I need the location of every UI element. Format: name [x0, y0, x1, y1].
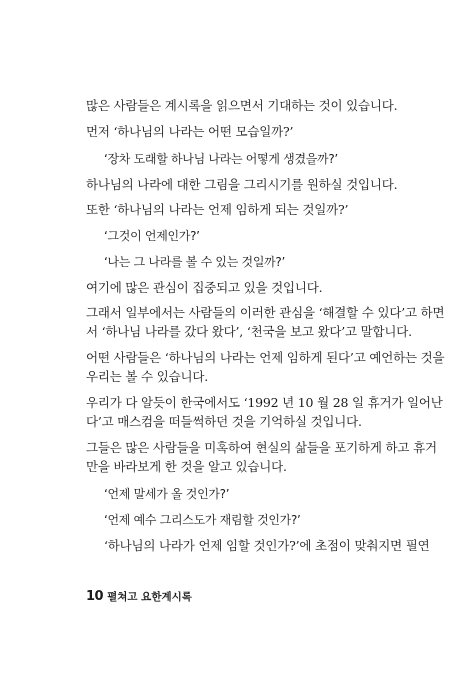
- paragraph-line: 우리는 볼 수 있습니다.: [86, 369, 208, 384]
- paragraph-line: 서 ‘하나님 나라를 갔다 왔다’, ‘천국을 보고 왔다’고 말합니다.: [86, 324, 412, 339]
- quoted-line: ‘나는 그 나라를 볼 수 있는 것일까?’: [104, 255, 285, 269]
- paragraph-line: 그들은 많은 사람들을 미혹하여 현실의 삶들을 포기하게 하고 휴거: [86, 440, 437, 455]
- page-footer: [86, 585, 192, 604]
- text-line: 먼저 ‘하나님의 나라는 어떤 모습일까?’: [86, 124, 294, 139]
- text-line: 여기에 많은 관심이 집중되고 있을 것입니다.: [86, 280, 323, 295]
- paragraph-line: 어떤 사람들은 ‘하나님의 나라는 언제 임하게 된다’고 예언하는 것을: [86, 350, 445, 365]
- paragraph-line: 만을 바라보게 한 것을 알고 있습니다.: [86, 459, 287, 474]
- paragraph-line: 다’고 매스컴을 떠들썩하던 것을 기억하실 것입니다.: [86, 414, 362, 429]
- paragraph-line: ‘하나님의 나라가 언제 임할 것인가?’에 초점이 맞춰지면 필연: [104, 538, 430, 553]
- quoted-line: ‘언제 말세가 올 것인가?’: [104, 487, 230, 501]
- page-number: 10: [86, 589, 104, 604]
- quoted-line: ‘그것이 언제인가?’: [104, 229, 200, 243]
- text-line: 많은 사람들은 계시록을 읽으면서 기대하는 것이 있습니다.: [86, 98, 398, 113]
- text-line: 하나님의 나라에 대한 그림을 그리시기를 원하실 것입니다.: [86, 177, 398, 192]
- paragraph-line: 우리가 다 알듯이 한국에서도 ‘1992 년 10 월 28 일 휴거가 일어난: [86, 395, 443, 410]
- running-title: 펼쳐고 요한계시록: [107, 591, 192, 603]
- text-line: 또한 ‘하나님의 나라는 언제 임하게 되는 것일까?’: [86, 202, 349, 217]
- quoted-line: ‘장차 도래할 하나님 나라는 어떻게 생겼을까?’: [104, 152, 338, 166]
- paragraph-line: 그래서 일부에서는 사람들의 이러한 관심을 ‘해결할 수 있다’고 하면: [86, 305, 445, 320]
- quoted-line: ‘언제 예수 그리스도가 재림할 것인가?’: [104, 513, 301, 527]
